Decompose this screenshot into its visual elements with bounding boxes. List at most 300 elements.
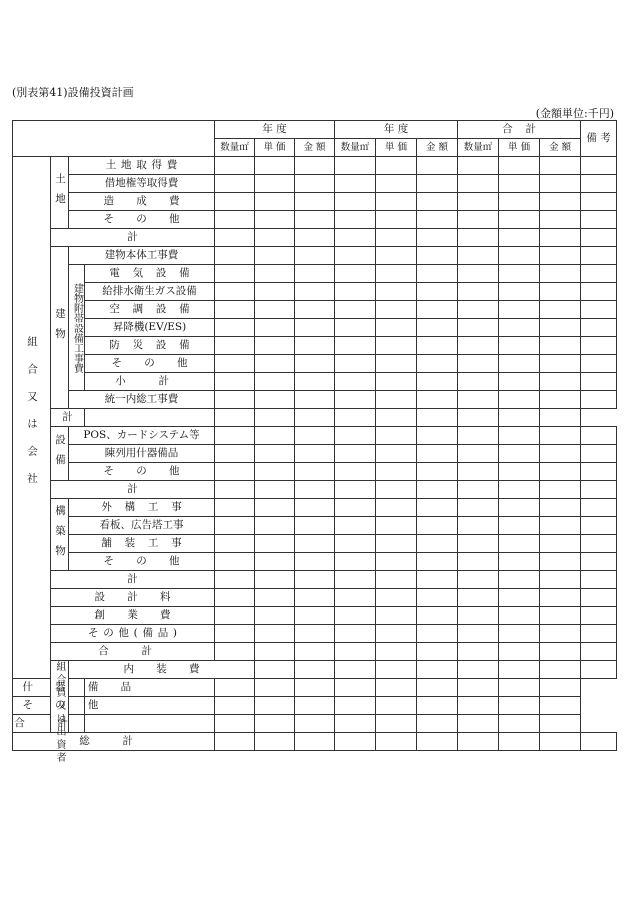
data-cell [417, 373, 458, 391]
data-cell [335, 589, 376, 607]
data-cell [458, 337, 499, 355]
data-cell [335, 643, 376, 661]
data-cell [335, 571, 376, 589]
data-cell [540, 193, 581, 211]
data-cell [540, 517, 581, 535]
data-cell [499, 643, 540, 661]
data-cell [376, 409, 417, 427]
data-cell [255, 211, 295, 229]
item-annex-subtotal: 小 計 [85, 373, 215, 391]
data-cell [417, 301, 458, 319]
data-cell [540, 157, 581, 175]
item-grading: 造 成 費 [69, 193, 215, 211]
data-cell [376, 211, 417, 229]
data-cell [376, 391, 417, 409]
data-cell [581, 535, 617, 553]
data-cell [295, 427, 335, 445]
data-cell [499, 679, 540, 697]
data-cell [499, 715, 540, 733]
data-cell [255, 697, 295, 715]
data-cell [376, 193, 417, 211]
data-cell [295, 157, 335, 175]
data-cell [295, 625, 335, 643]
header-qty: 数量㎡ [335, 139, 376, 157]
data-cell [417, 319, 458, 337]
item-land-total: 計 [51, 229, 215, 247]
data-cell [376, 535, 417, 553]
data-cell [255, 319, 295, 337]
data-cell [417, 409, 458, 427]
item-facility-other: そ の 他 [69, 463, 215, 481]
table-row [13, 481, 617, 499]
data-cell [458, 535, 499, 553]
data-cell [255, 157, 295, 175]
data-cell [335, 607, 376, 625]
data-cell [376, 643, 417, 661]
data-cell [581, 571, 617, 589]
table-row [13, 715, 617, 733]
data-cell [376, 733, 417, 751]
data-cell [295, 697, 335, 715]
data-cell [499, 193, 540, 211]
section-building: 建物 [51, 247, 69, 409]
data-cell [540, 733, 581, 751]
data-cell [255, 571, 295, 589]
data-cell [215, 247, 255, 265]
data-cell [335, 625, 376, 643]
header-year-2: 年 度 [335, 121, 458, 139]
data-cell [458, 301, 499, 319]
data-cell [540, 553, 581, 571]
data-cell [417, 661, 458, 679]
data-cell [376, 463, 417, 481]
data-cell [215, 607, 255, 625]
data-cell [417, 625, 458, 643]
data-cell [255, 301, 295, 319]
data-cell [499, 301, 540, 319]
item-signboard: 看板、広告塔工事 [69, 517, 215, 535]
data-cell [458, 283, 499, 301]
data-cell [335, 733, 376, 751]
data-cell [458, 373, 499, 391]
data-cell [540, 301, 581, 319]
data-cell [417, 535, 458, 553]
header-unit-price: 単 価 [376, 139, 417, 157]
data-cell [335, 553, 376, 571]
table-row [13, 409, 617, 427]
data-cell [295, 553, 335, 571]
data-cell [215, 391, 255, 409]
item-building-total: 計 [51, 409, 85, 427]
data-cell [417, 283, 458, 301]
data-cell [499, 391, 540, 409]
data-cell [499, 553, 540, 571]
table-row [13, 247, 617, 265]
data-cell [295, 481, 335, 499]
data-cell [458, 733, 499, 751]
item-other-equip: その他(備品) [51, 625, 215, 643]
data-cell [255, 427, 295, 445]
data-cell [458, 391, 499, 409]
data-cell [417, 643, 458, 661]
data-cell [458, 445, 499, 463]
data-cell [458, 607, 499, 625]
data-cell [417, 445, 458, 463]
data-cell [458, 571, 499, 589]
data-cell [335, 229, 376, 247]
data-cell [215, 517, 255, 535]
data-cell [417, 697, 458, 715]
data-cell [255, 337, 295, 355]
data-cell [458, 679, 499, 697]
data-cell [417, 733, 458, 751]
data-cell [417, 679, 458, 697]
item-interior: 内 装 費 [69, 661, 255, 679]
data-cell [417, 391, 458, 409]
data-cell [581, 661, 617, 679]
data-cell [215, 283, 255, 301]
data-cell [417, 607, 458, 625]
data-cell [376, 427, 417, 445]
data-cell [215, 445, 255, 463]
data-cell [255, 517, 295, 535]
item-facility-total: 計 [51, 481, 215, 499]
data-cell [376, 697, 417, 715]
data-cell [255, 229, 295, 247]
table-row [13, 391, 617, 409]
data-cell [499, 373, 540, 391]
data-cell [499, 355, 540, 373]
data-cell [255, 265, 295, 283]
data-cell [215, 157, 255, 175]
data-cell [255, 625, 295, 643]
header-amount: 金 額 [540, 139, 581, 157]
data-cell [215, 697, 255, 715]
data-cell [255, 283, 295, 301]
data-cell [255, 193, 295, 211]
data-cell [499, 481, 540, 499]
data-cell [215, 265, 255, 283]
data-cell [417, 463, 458, 481]
data-cell [540, 715, 581, 733]
data-cell [540, 589, 581, 607]
data-cell [417, 553, 458, 571]
table-row [13, 517, 617, 535]
data-cell [376, 229, 417, 247]
data-cell [215, 625, 255, 643]
data-cell [499, 499, 540, 517]
data-cell [295, 283, 335, 301]
data-cell [215, 481, 255, 499]
data-cell [499, 283, 540, 301]
data-cell [540, 175, 581, 193]
data-cell [255, 661, 295, 679]
table-row [13, 319, 617, 337]
data-cell [540, 283, 581, 301]
data-cell [417, 499, 458, 517]
data-cell [499, 697, 540, 715]
data-cell [458, 265, 499, 283]
data-cell [295, 175, 335, 193]
data-cell [335, 463, 376, 481]
item-fixtures: 什 器 備 品 [13, 679, 85, 697]
data-cell [417, 175, 458, 193]
data-cell [215, 499, 255, 517]
data-cell [458, 247, 499, 265]
data-cell [295, 715, 335, 733]
data-cell [85, 409, 215, 427]
table-row [13, 733, 617, 751]
data-cell [295, 643, 335, 661]
data-cell [255, 481, 295, 499]
data-cell [581, 373, 617, 391]
data-cell [499, 625, 540, 643]
data-cell [376, 589, 417, 607]
data-cell [255, 733, 295, 751]
table-row [13, 175, 617, 193]
data-cell [499, 337, 540, 355]
header-qty: 数量㎡ [458, 139, 499, 157]
data-cell [255, 589, 295, 607]
data-cell [255, 355, 295, 373]
section-facility: 設備 [51, 427, 69, 481]
table-row [13, 157, 617, 175]
data-cell [255, 553, 295, 571]
item-org-total: 合 計 [51, 643, 215, 661]
data-cell [255, 535, 295, 553]
data-cell [581, 265, 617, 283]
data-cell [376, 247, 417, 265]
data-cell [376, 265, 417, 283]
data-cell [335, 661, 376, 679]
data-cell [335, 175, 376, 193]
data-cell [581, 229, 617, 247]
header-row-1 [13, 121, 617, 139]
data-cell [499, 427, 540, 445]
data-cell [215, 319, 255, 337]
item-building-main: 建物本体工事費 [69, 247, 215, 265]
data-cell [255, 499, 295, 517]
data-cell [295, 373, 335, 391]
data-cell [295, 733, 335, 751]
data-cell [499, 661, 540, 679]
data-cell [499, 589, 540, 607]
data-cell [581, 643, 617, 661]
section-structure: 構築物 [51, 499, 69, 571]
table-row [13, 373, 617, 391]
item-design: 設 計 料 [51, 589, 215, 607]
data-cell [540, 499, 581, 517]
data-cell [540, 337, 581, 355]
data-cell [540, 373, 581, 391]
table-row [13, 679, 617, 697]
data-cell [335, 427, 376, 445]
data-cell [581, 445, 617, 463]
data-cell [376, 337, 417, 355]
data-cell [376, 625, 417, 643]
header-year-1: 年 度 [215, 121, 335, 139]
data-cell [417, 517, 458, 535]
item-member-other: そ の 他 [13, 697, 85, 715]
table-row [13, 571, 617, 589]
item-land-other: そ の 他 [69, 211, 215, 229]
item-elevator: 昇降機(EV/ES) [85, 319, 215, 337]
data-cell [215, 355, 255, 373]
data-cell [458, 355, 499, 373]
data-cell [376, 571, 417, 589]
data-cell [417, 229, 458, 247]
data-cell [335, 373, 376, 391]
table-row [13, 625, 617, 643]
data-cell [540, 679, 581, 697]
data-cell [581, 337, 617, 355]
data-cell [335, 391, 376, 409]
table-row [13, 427, 617, 445]
data-cell [255, 247, 295, 265]
data-cell [215, 211, 255, 229]
data-cell [255, 175, 295, 193]
item-lease-right: 借地権等取得費 [69, 175, 215, 193]
data-cell [295, 211, 335, 229]
data-cell [295, 319, 335, 337]
data-cell [215, 679, 255, 697]
data-cell [458, 481, 499, 499]
data-cell [335, 211, 376, 229]
data-cell [335, 517, 376, 535]
data-cell [335, 409, 376, 427]
data-cell [417, 211, 458, 229]
item-startup: 創 業 費 [51, 607, 215, 625]
section-org: 組合又は会社 [13, 157, 51, 679]
data-cell [417, 481, 458, 499]
data-cell [581, 319, 617, 337]
data-cell [499, 733, 540, 751]
table-row [13, 535, 617, 553]
data-cell [335, 301, 376, 319]
data-cell [295, 355, 335, 373]
data-cell [540, 265, 581, 283]
data-cell [215, 337, 255, 355]
data-cell [335, 535, 376, 553]
table-row [13, 661, 617, 679]
data-cell [540, 571, 581, 589]
header-remarks: 備 考 [581, 121, 617, 157]
data-cell [255, 373, 295, 391]
data-cell [376, 607, 417, 625]
data-cell [295, 229, 335, 247]
item-aircon: 空 調 設 備 [85, 301, 215, 319]
data-cell [295, 463, 335, 481]
data-cell [581, 247, 617, 265]
table-row [13, 553, 617, 571]
data-cell [458, 229, 499, 247]
data-cell [458, 211, 499, 229]
item-fire: 防 災 設 備 [85, 337, 215, 355]
data-cell [417, 715, 458, 733]
data-cell [215, 229, 255, 247]
data-cell [295, 445, 335, 463]
data-cell [458, 715, 499, 733]
table-row [13, 355, 617, 373]
data-cell [540, 625, 581, 643]
data-cell [581, 589, 617, 607]
data-cell [255, 643, 295, 661]
data-cell [376, 283, 417, 301]
data-cell [335, 481, 376, 499]
data-cell [295, 517, 335, 535]
data-cell [335, 445, 376, 463]
data-cell [499, 247, 540, 265]
data-cell [499, 409, 540, 427]
data-cell [417, 337, 458, 355]
data-cell [215, 463, 255, 481]
data-cell [335, 157, 376, 175]
data-cell [581, 391, 617, 409]
item-structure-other: そ の 他 [69, 553, 215, 571]
table-row [13, 589, 617, 607]
data-cell [255, 715, 295, 733]
data-cell [215, 175, 255, 193]
data-cell [540, 535, 581, 553]
data-cell [540, 481, 581, 499]
section-building-annex: 建物附帯設備工事費 [69, 265, 85, 391]
data-cell [376, 679, 417, 697]
data-cell [581, 733, 617, 751]
item-annex-other: そ の 他 [85, 355, 215, 373]
table-row [13, 607, 617, 625]
data-cell [581, 355, 617, 373]
data-cell [376, 319, 417, 337]
item-land-acq: 土地取得費 [69, 157, 215, 175]
data-cell [540, 463, 581, 481]
data-cell [215, 589, 255, 607]
data-cell [417, 247, 458, 265]
data-cell [215, 643, 255, 661]
data-cell [581, 193, 617, 211]
investment-plan-table [12, 120, 617, 765]
data-cell [215, 373, 255, 391]
data-cell [417, 355, 458, 373]
data-cell [335, 337, 376, 355]
data-cell [458, 157, 499, 175]
header-total: 合 計 [458, 121, 581, 139]
data-cell [295, 247, 335, 265]
item-exterior: 外 構 工 事 [69, 499, 215, 517]
data-cell [499, 265, 540, 283]
data-cell [458, 409, 499, 427]
data-cell [417, 427, 458, 445]
data-cell [215, 535, 255, 553]
data-cell [540, 661, 581, 679]
data-cell [376, 715, 417, 733]
header-qty: 数量㎡ [215, 139, 255, 157]
item-structure-total: 計 [51, 571, 215, 589]
data-cell [540, 607, 581, 625]
item-member-total: 合 計 [13, 715, 85, 733]
data-cell [376, 175, 417, 193]
data-cell [458, 499, 499, 517]
data-cell [458, 553, 499, 571]
data-cell [335, 679, 376, 697]
data-cell [581, 283, 617, 301]
data-cell [215, 427, 255, 445]
data-cell [581, 625, 617, 643]
item-unified: 統一内総工事費 [69, 391, 215, 409]
item-electric: 電 気 設 備 [85, 265, 215, 283]
data-cell [295, 589, 335, 607]
table-row [13, 697, 617, 715]
data-cell [295, 409, 335, 427]
